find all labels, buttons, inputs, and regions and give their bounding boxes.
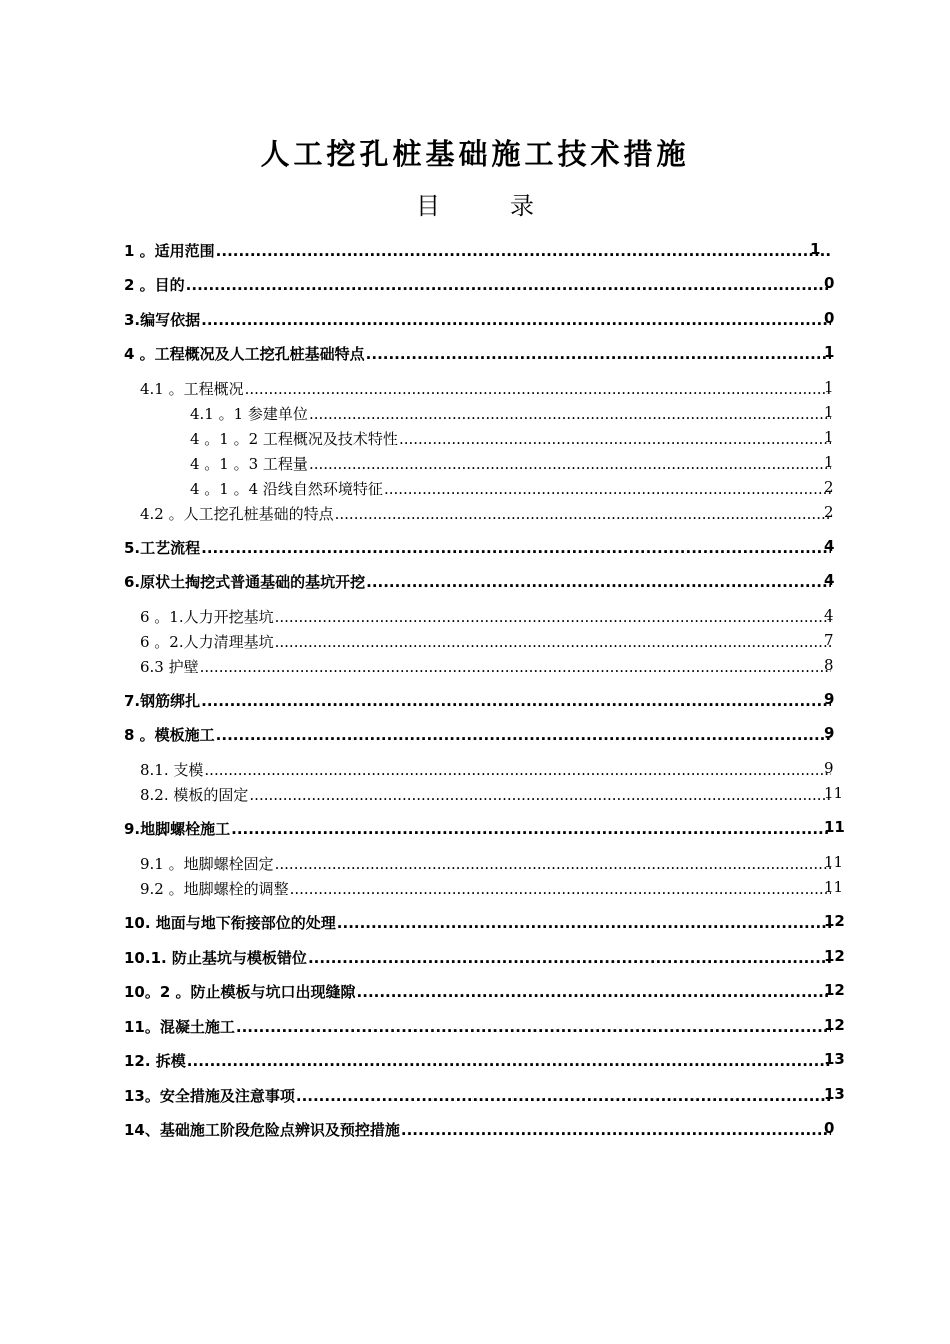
- toc-entry-label: 9.2 。地脚螺栓的调整: [140, 880, 289, 898]
- toc-dot-leader: [186, 276, 831, 294]
- toc-entry-page: 1: [824, 428, 834, 446]
- toc-entry-label: 4.2 。人工挖孔桩基础的特点: [140, 505, 334, 523]
- toc-entry-label: 3.编写依据: [124, 311, 201, 329]
- toc-entry-page: 1: [824, 453, 834, 471]
- toc-entry-page: 12: [824, 947, 845, 965]
- toc-entry-page: 9: [824, 759, 834, 777]
- toc-dot-leader: [275, 608, 831, 626]
- toc-entry-page: 2: [824, 503, 834, 521]
- toc-entry-page: 13: [824, 1085, 845, 1103]
- toc-dot-leader: [366, 345, 831, 363]
- toc-dot-leader: [366, 573, 831, 591]
- toc-entry[interactable]: [124, 690, 835, 711]
- toc-entry-label: 13。安全措施及注意事项: [124, 1087, 295, 1105]
- toc-entry[interactable]: [140, 631, 832, 652]
- toc-entry[interactable]: [124, 1050, 845, 1071]
- toc-entry-label: 6.原状土掏挖式普通基础的基坑开挖: [124, 573, 366, 591]
- toc-entry[interactable]: [124, 571, 835, 592]
- toc-entry[interactable]: [140, 656, 832, 677]
- toc-entry-label: 4 。1 。3 工程量: [190, 455, 308, 473]
- toc-entry-label: 6 。1.人力开挖基坑: [140, 608, 274, 626]
- toc-dot-leader: [216, 242, 831, 260]
- toc-entry-page: 9: [824, 724, 835, 742]
- toc-dot-leader: [236, 1018, 831, 1036]
- toc-dot-leader: [401, 1121, 831, 1139]
- toc-dot-leader: [200, 658, 831, 676]
- document-title: 人工挖孔桩基础施工技术措施: [260, 137, 690, 171]
- toc-heading-left: 目: [416, 192, 440, 220]
- toc-entry[interactable]: [124, 947, 845, 968]
- toc-entry-label: 14、基础施工阶段危险点辨识及预控措施: [124, 1121, 400, 1139]
- toc-entry-label: 4.1 。工程概况: [140, 380, 244, 398]
- toc-entry-page: 0: [824, 274, 835, 292]
- toc-dot-leader: [357, 983, 831, 1001]
- toc-entry-label: 11。混凝土施工: [124, 1018, 235, 1036]
- toc-entry-page: 1: [810, 240, 821, 258]
- toc-entry[interactable]: [124, 240, 832, 261]
- toc-entry[interactable]: [140, 606, 832, 627]
- toc-entry-page: 0: [824, 309, 835, 327]
- toc-entry-label: 4 。工程概况及人工挖孔桩基础特点: [124, 345, 365, 363]
- toc-entry-label: 4.1 。1 参建单位: [190, 405, 308, 423]
- toc-entry[interactable]: [124, 912, 845, 933]
- toc-entry[interactable]: [124, 1119, 835, 1140]
- toc-entry-label: 1 。适用范围: [124, 242, 215, 260]
- toc-dot-leader: [201, 311, 831, 329]
- toc-dot-leader: [290, 880, 831, 898]
- toc-entry-page: 8: [824, 656, 834, 674]
- toc-entry-page: 11: [824, 818, 845, 836]
- toc-dot-leader: [309, 455, 831, 473]
- toc-entry[interactable]: [140, 878, 844, 899]
- toc-entry-page: 11: [824, 784, 844, 802]
- toc-entry[interactable]: [140, 853, 844, 874]
- toc-entry-label: 8.2. 模板的固定: [140, 786, 249, 804]
- toc-entry-label: 8.1. 支模: [140, 761, 204, 779]
- toc-entry[interactable]: [124, 981, 845, 1002]
- toc-dot-leader: [309, 405, 831, 423]
- toc-entry-page: 12: [824, 912, 845, 930]
- toc-entry-label: 4 。1 。2 工程概况及技术特性: [190, 430, 398, 448]
- toc-entry[interactable]: [190, 478, 832, 499]
- toc-entry-label: 9.地脚螺栓施工: [124, 820, 231, 838]
- toc-dot-leader: [201, 692, 831, 710]
- toc-dot-leader: [275, 855, 831, 873]
- toc-entry-label: 5.工艺流程: [124, 539, 201, 557]
- toc-entry[interactable]: [124, 818, 845, 839]
- toc-entry-page: 11: [824, 853, 844, 871]
- toc-entry-page: 4: [824, 571, 835, 589]
- toc-entry-label: 10.1. 防止基坑与模板错位: [124, 949, 307, 967]
- toc-entry[interactable]: [140, 378, 832, 399]
- toc-entry-label: 12. 拆模: [124, 1052, 186, 1070]
- toc-entry[interactable]: [124, 537, 835, 558]
- toc-entry[interactable]: [190, 453, 832, 474]
- toc-entry-label: 10。2 。防止模板与坑口出现缝隙: [124, 983, 356, 1001]
- toc-dot-leader: [245, 380, 831, 398]
- toc-entry-label: 10. 地面与地下衔接部位的处理: [124, 914, 336, 932]
- toc-entry-page: 1: [824, 403, 834, 421]
- toc-entry[interactable]: [190, 428, 832, 449]
- toc-entry-page: 2: [824, 478, 834, 496]
- toc-entry-label: 9.1 。地脚螺栓固定: [140, 855, 274, 873]
- toc-dot-leader: [296, 1087, 831, 1105]
- toc-heading-right: 录: [510, 192, 534, 220]
- toc-dot-leader: [187, 1052, 831, 1070]
- toc-entry-label: 4 。1 。4 沿线自然环境特征: [190, 480, 383, 498]
- toc-entry[interactable]: [124, 274, 835, 295]
- toc-entry-page: 11: [824, 878, 844, 896]
- toc-entry-label: 6.3 护壁: [140, 658, 199, 676]
- toc-entry-page: 0: [824, 1119, 835, 1137]
- toc-dot-leader: [399, 430, 831, 448]
- toc-entry-page: 12: [824, 1016, 845, 1034]
- toc-entry[interactable]: [124, 1016, 845, 1037]
- toc-entry-page: 12: [824, 981, 845, 999]
- toc-entry[interactable]: [124, 1085, 845, 1106]
- toc-dot-leader: [275, 633, 831, 651]
- toc-entry[interactable]: [140, 503, 832, 524]
- toc-entry-label: 8 。模板施工: [124, 726, 215, 744]
- toc-entry[interactable]: [124, 343, 835, 364]
- toc-entry-page: 1: [824, 343, 835, 361]
- toc-dot-leader: [335, 505, 831, 523]
- toc-entry-page: 7: [824, 631, 834, 649]
- toc-entry-label: 6 。2.人力清理基坑: [140, 633, 274, 651]
- toc-heading: [0, 186, 950, 221]
- toc-entry[interactable]: [124, 724, 835, 745]
- toc-entry-label: 2 。目的: [124, 276, 185, 294]
- toc-entry-label: 7.钢筋绑扎: [124, 692, 201, 710]
- toc-dot-leader: [204, 761, 831, 779]
- toc-entry-page: 13: [824, 1050, 845, 1068]
- toc-entry-page: 4: [824, 606, 834, 624]
- toc-entry[interactable]: [124, 309, 835, 330]
- toc-dot-leader: [231, 820, 831, 838]
- toc-entry[interactable]: [140, 759, 832, 780]
- toc-entry-page: 9: [824, 690, 835, 708]
- toc-entry[interactable]: [190, 403, 832, 424]
- toc-dot-leader: [337, 914, 831, 932]
- toc-dot-leader: [384, 480, 831, 498]
- toc-dot-leader: [201, 539, 831, 557]
- toc-dot-leader: [308, 949, 831, 967]
- toc-entry[interactable]: [140, 784, 844, 805]
- toc-entry-page: 1: [824, 378, 834, 396]
- toc-entry-page: 4: [824, 537, 835, 555]
- toc-dot-leader: [216, 726, 831, 744]
- toc-dot-leader: [249, 786, 831, 804]
